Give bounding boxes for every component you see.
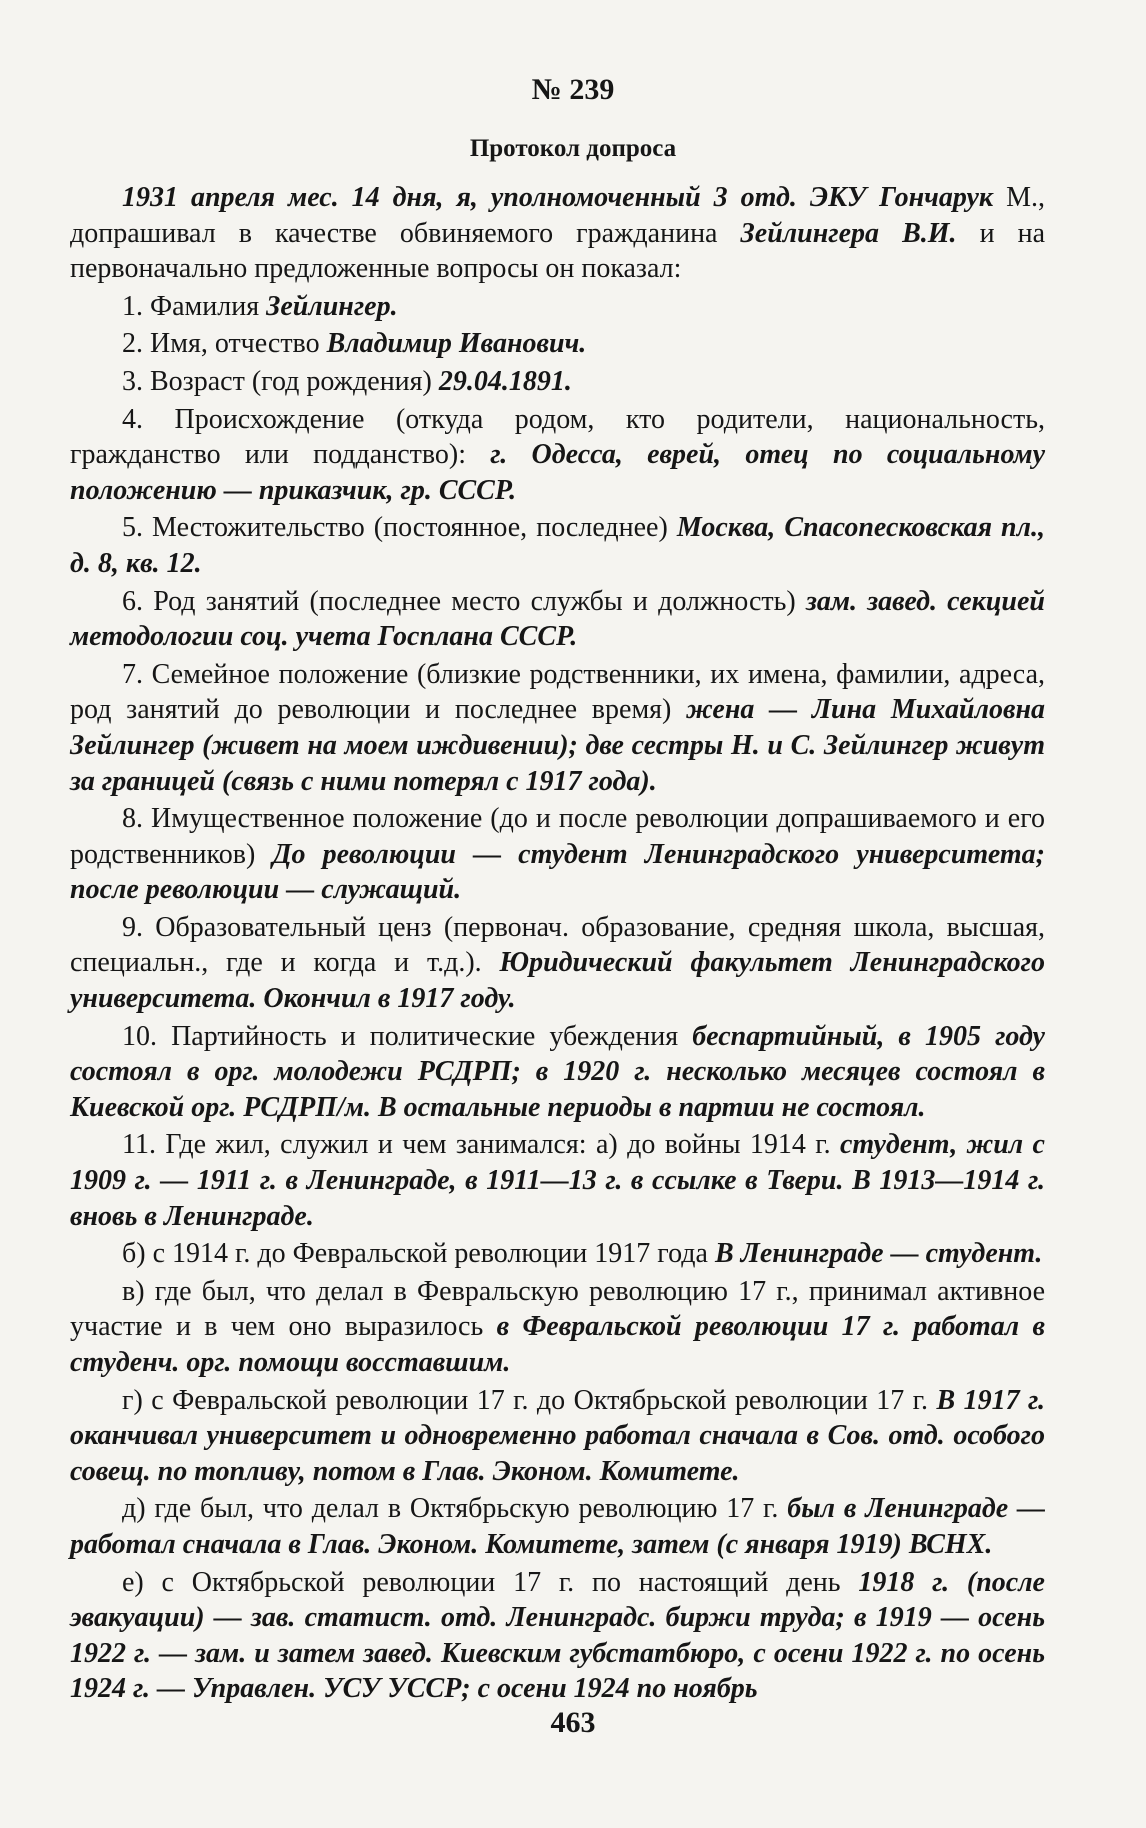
list-item xyxy=(70,1491,1045,1562)
item-answer: беспартийный, в 1905 году состоял в орг. молодежи РСДРП; в 1920 г. несколько месяцев состоял в Киевской орг. РСДРП/м. В остальные периоды в партии не состоял. xyxy=(70,1020,1045,1123)
item-answer: жена — Лина Михайловна Зейлингер (живет на моем иждивении); две сестры Н. и С. Зейлингер живут за границей (связь с ними потерял с 1917 года). xyxy=(70,694,1045,797)
item-label: г) с Февральской революции 17 г. до Октябрьской революции 17 г. xyxy=(122,1384,937,1416)
list-item xyxy=(70,402,1045,509)
item-label: 2. Имя, отчество xyxy=(122,328,327,360)
list-item xyxy=(70,1383,1045,1490)
protocol-body xyxy=(70,180,1045,1709)
item-label: 6. Род занятий (последнее место службы и должность) xyxy=(122,585,806,617)
item-label: е) с Октябрьской революции 17 г. по настоящий день xyxy=(122,1566,859,1598)
intro-paragraph xyxy=(70,180,1045,287)
item-label: 10. Партийность и политические убеждения xyxy=(122,1020,693,1052)
page-number: 463 xyxy=(550,1706,596,1739)
document-number: № 239 xyxy=(531,73,615,106)
list-item xyxy=(70,1236,1045,1272)
item-answer: До революции — студент Ленинградского университета; после революции — служащий. xyxy=(70,838,1045,906)
list-item xyxy=(70,657,1045,799)
document-title: Протокол допроса xyxy=(469,135,677,162)
item-label: 7. Семейное положение (близкие родственники, их имена, фамилии, адреса, род занятий до революции и последнее время) xyxy=(70,658,1045,726)
item-label: 3. Возраст (год рождения) xyxy=(122,365,439,397)
item-label: б) с 1914 г. до Февральской революции 1917 года xyxy=(122,1238,715,1270)
list-item xyxy=(70,1019,1045,1126)
intro-text-1: М., допрашивал в качестве обвиняемого гражданина xyxy=(70,182,1046,249)
item-answer: Зейлингер. xyxy=(266,290,398,322)
item-label: д) где был, что делал в Октябрьскую революцию 17 г. xyxy=(122,1493,788,1525)
intro-suspect-name: Зейлингера В.И. xyxy=(740,217,957,249)
intro-text-2: и на первоначально предложенные вопросы он показал: xyxy=(70,217,1046,285)
item-label: 9. Образовательный ценз (первонач. образование, средняя школа, высшая, специальн., где и когда и т.д.). xyxy=(70,911,1045,979)
item-answer: студент, жил с 1909 г. — 1911 г. в Ленинграде, в 1911—13 г. в ссылке в Твери. В 1913—1914 г. вновь в Ленинграде. xyxy=(70,1129,1045,1232)
item-answer: Юридический факультет Ленинградского университета. Окончил в 1917 году. xyxy=(70,947,1045,1015)
list-item xyxy=(70,326,1045,362)
item-label: 4. Происхождение (откуда родом, кто родители, национальность, гражданство или подданство): xyxy=(70,403,1045,471)
item-answer: был в Ленинграде — работал сначала в Глав. Эконом. Комитете, затем (с января 1919) ВСНХ. xyxy=(70,1493,1045,1560)
item-answer: зам. завед. секцией методологии соц. учета Госплана СССР. xyxy=(70,585,1045,653)
item-answer: 29.04.1891. xyxy=(438,365,572,397)
item-label: 11. Где жил, служил и чем занимался: а) до войны 1914 г. xyxy=(122,1129,840,1161)
list-item xyxy=(70,801,1045,908)
item-answer: Москва, Спасопесковская пл., д. 8, кв. 12. xyxy=(70,512,1046,579)
list-item xyxy=(70,1127,1045,1234)
item-answer: 1918 г. (после эвакуации) — зав. статист. отд. Ленинградс. биржи труда; в 1919 — осень 1922 г. — зам. и затем завед. Киевским губстатбюро, с осени 1922 г. по осень 1924 г. — Управлен. УСУ УССР; с осени 1924 по ноябрь xyxy=(70,1566,1045,1705)
list-item xyxy=(70,584,1045,655)
list-item xyxy=(70,289,1045,325)
item-answer: г. Одесса, еврей, отец по социальному положению — приказчик, гр. СССР. xyxy=(70,439,1045,506)
item-answer: в Февральской революции 17 г. работал в студенч. орг. помощи восставшим. xyxy=(70,1311,1045,1378)
list-item xyxy=(70,510,1045,581)
item-answer: В Ленинграде — студент. xyxy=(714,1238,1043,1270)
list-item xyxy=(70,910,1045,1017)
item-label: в) где был, что делал в Февральскую революцию 17 г., принимал активное участие и в чем оно выразилось xyxy=(70,1275,1045,1343)
list-item xyxy=(70,364,1045,400)
item-label: 1. Фамилия xyxy=(122,290,267,322)
item-answer: В 1917 г. оканчивал университет и одновременно работал сначала в Сов. отд. особого совещ. по топливу, потом в Глав. Эконом. Комитете. xyxy=(70,1384,1045,1487)
list-item xyxy=(70,1274,1045,1381)
intro-date-officer: 1931 апреля мес. 14 дня, я, уполномоченный 3 отд. ЭКУ Гончарук xyxy=(122,182,994,213)
item-label: 8. Имущественное положение (до и после революции допрашиваемого и его родственников) xyxy=(70,803,1045,870)
item-label: 5. Местожительство (постоянное, последнее) xyxy=(122,512,677,544)
list-item xyxy=(70,1565,1045,1707)
item-answer: Владимир Иванович. xyxy=(326,328,587,360)
